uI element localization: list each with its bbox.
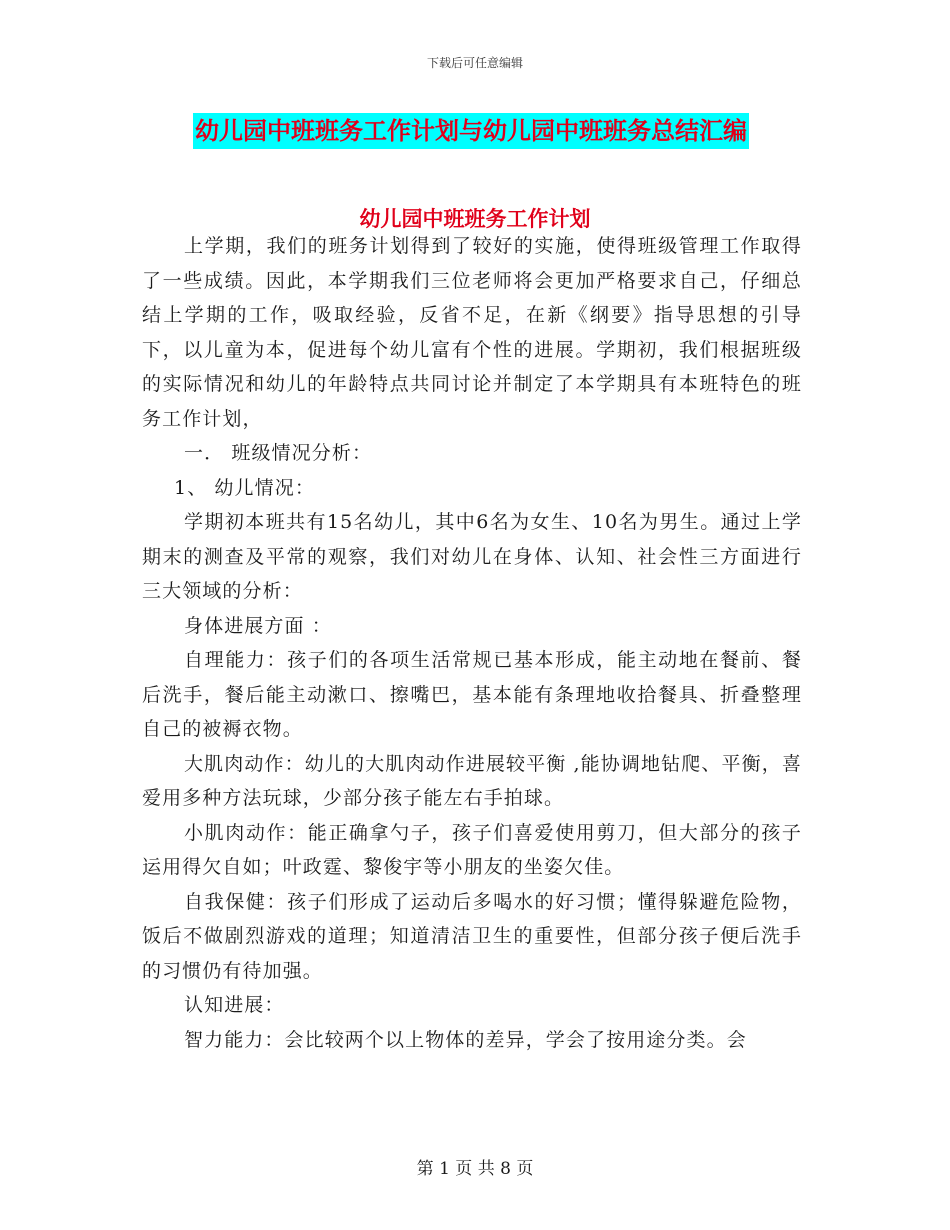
document-body	[142, 229, 802, 1057]
paragraph-intellectual: 智力能力：会比较两个以上物体的差异，学会了按用途分类。会	[184, 1028, 747, 1051]
paragraph-self-care: 自理能力：孩子们的各项生活常规已基本形成，能主动地在餐前、餐后洗手，餐后能主动漱口、擦嘴巴，基本能有条理地收拾餐具、折叠整理自己的被褥衣物。	[142, 649, 802, 740]
heading-physical-development: 身体进展方面 ：	[184, 614, 332, 637]
paragraph-intro: 上学期，我们的班务计划得到了较好的实施，使得班级管理工作取得了一些成绩。因此，本学期我们三位老师将会更加严格要求自己，仔细总结上学期的工作，吸取经验，反省不足，在新《纲要》指导思想的引导下，以儿童为本，促进每个幼儿富有个性的进展。学期初，我们根据班级的实际情况和幼儿的年龄特点共同讨论并制定了本学期具有本班特色的班务工作计划，	[142, 235, 802, 430]
heading-cognitive-development: 认知进展：	[184, 994, 285, 1016]
heading-children-situation: 1、 幼儿情况：	[174, 476, 315, 499]
paragraph-self-health: 自我保健：孩子们形成了运动后多喝水的好习惯；懂得躲避危险物，饭后不做剧烈游戏的道理；知道清洁卫生的重要性，但部分孩子便后洗手的习惯仍有待加强。	[142, 890, 802, 982]
document-title: 幼儿园中班班务工作计划与幼儿园中班班务总结汇编	[193, 113, 749, 149]
heading-class-analysis: 一． 班级情况分析：	[184, 442, 373, 464]
page-footer: 第 1 页 共 8 页	[416, 1159, 534, 1179]
paragraph-gross-motor: 大肌肉动作：幼儿的大肌肉动作进展较平衡 ,能协调地钻爬、平衡，喜爱用多种方法玩球，少部分孩子能左右手拍球。	[142, 752, 802, 809]
section-title: 幼儿园中班班务工作计划	[359, 207, 591, 231]
header-note: 下载后可任意编辑	[426, 56, 523, 70]
paragraph-fine-motor: 小肌肉动作：能正确拿勺子，孩子们喜爱使用剪刀，但大部分的孩子运用得欠自如；叶政霆、黎俊宇等小朋友的坐姿欠佳。	[142, 821, 802, 878]
paragraph-enrollment: 学期初本班共有15名幼儿，其中6名为女生、10名为男生。通过上学期末的测查及平常的观察，我们对幼儿在身体、认知、社会性三方面进行三大领域的分析：	[142, 511, 802, 602]
